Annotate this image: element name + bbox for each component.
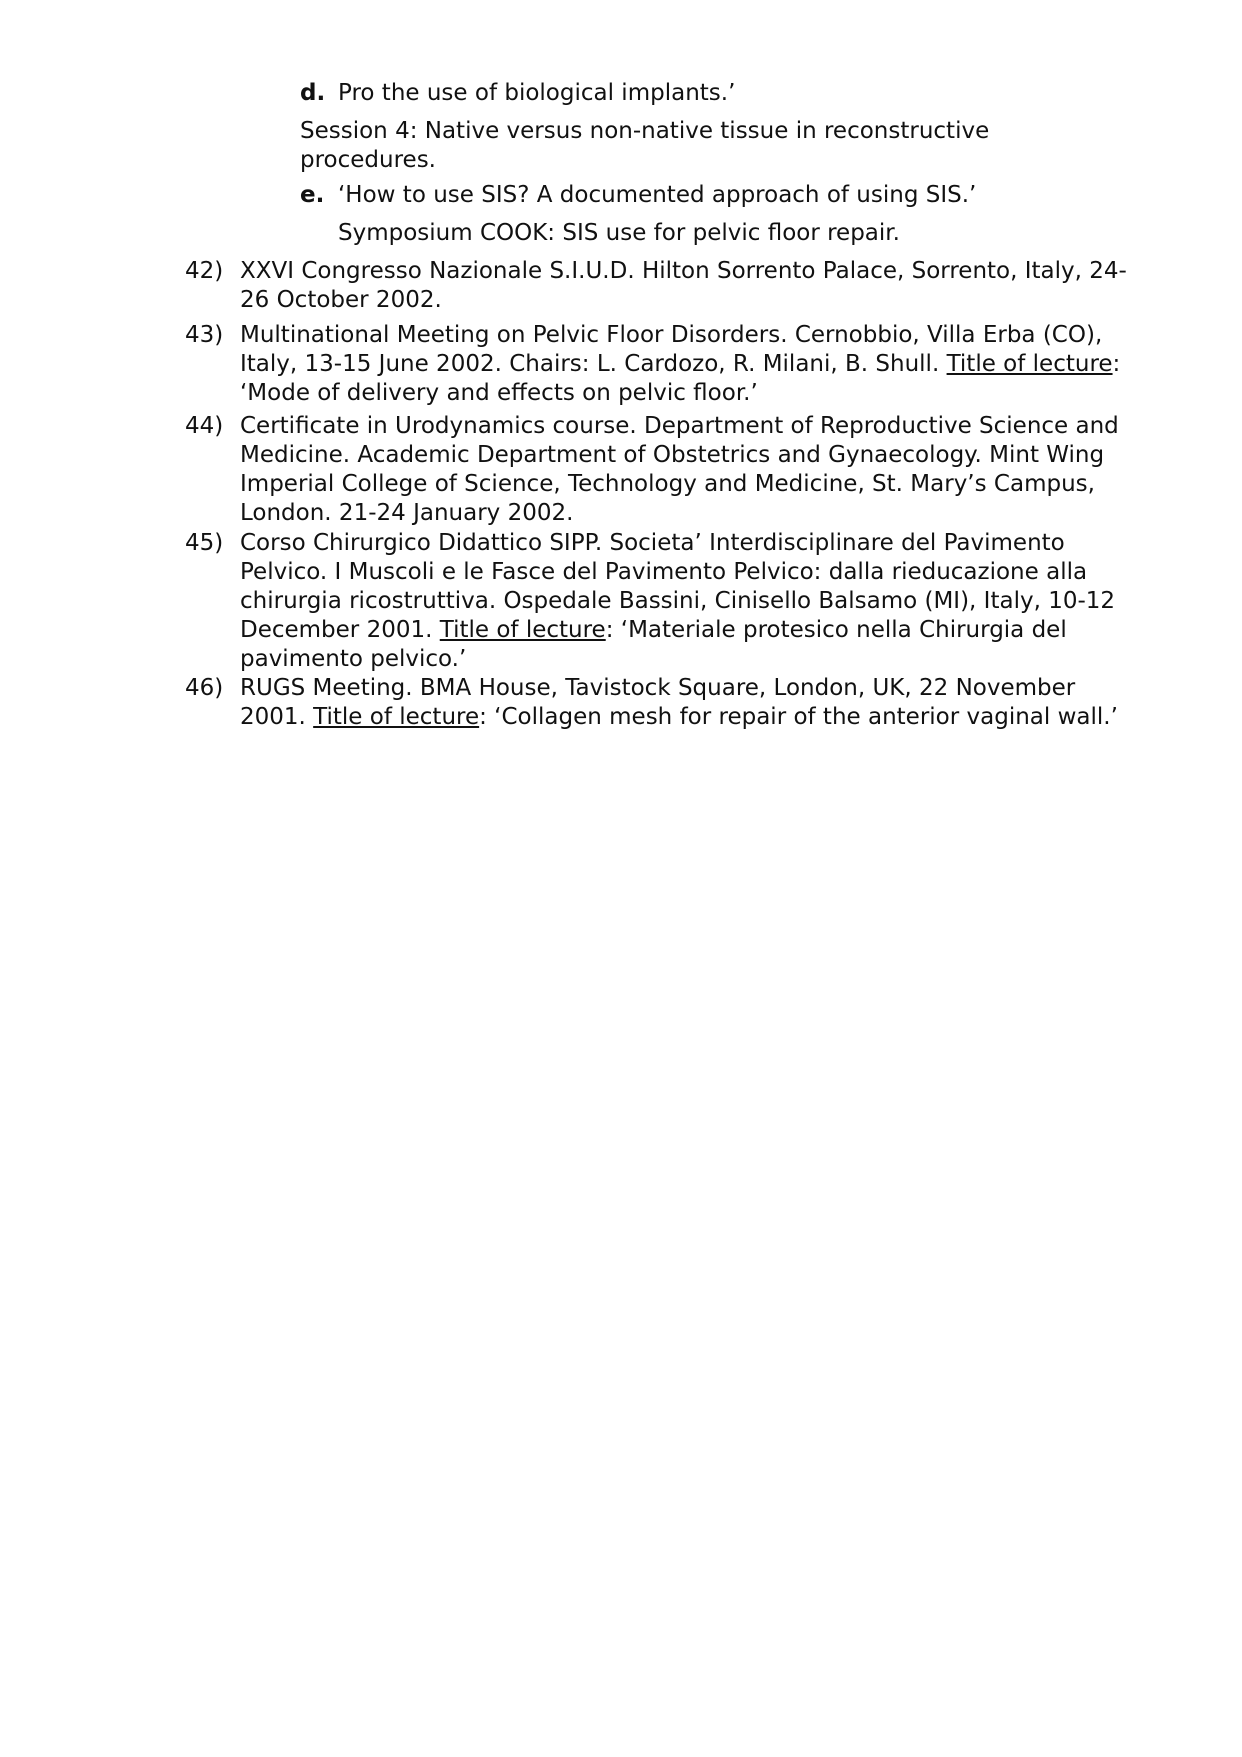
lecture-title: : ‘Materiale protesico nella Chirurgia del pavimento pelvico.’ <box>240 617 1067 672</box>
entry-44 <box>185 412 1135 528</box>
entry-text: Certificate in Urodynamics course. Department of Reproductive Science and Medicine. Academic Department of Obstetrics and Gynaecology. Mint Wing Imperial College of Science, Technology and Medicine, St. Mary’s Campus, London. 21-24 January 2002. <box>240 413 1119 526</box>
entry-number: 42) <box>185 258 224 284</box>
entry-number: 45) <box>185 530 224 556</box>
entry-45 <box>185 529 1135 674</box>
entry-text <box>240 529 1135 674</box>
entry-body: Corso Chirurgico Didattico SIPP. Societa’ Interdisciplinare del Pavimento Pelvico. I Muscoli e le Fasce del Pavimento Pelvico: dalla rieducazione alla chirurgia ricostruttiva. Ospedale Bassini, Cinisello Balsamo (MI), Italy, 10-12 December 2001. <box>240 530 1116 643</box>
entry-46 <box>185 674 1135 732</box>
entry-43 <box>185 321 1135 408</box>
entry-number: 46) <box>185 675 224 701</box>
sub-item-marker: d. <box>300 80 326 106</box>
sub-item-e <box>300 181 1120 210</box>
entry-text <box>240 674 1135 732</box>
entry-text <box>240 321 1135 408</box>
session-4-heading: Session 4: Native versus non-native tissue in reconstructive procedures. <box>300 118 990 173</box>
entry-number: 44) <box>185 413 224 439</box>
sub-item-d <box>300 79 1120 108</box>
sub-item-text: ‘How to use SIS? A documented approach of using SIS.’ <box>338 182 977 208</box>
lecture-title: : ‘Collagen mesh for repair of the anterior vaginal wall.’ <box>479 704 1118 730</box>
title-of-lecture-label: Title of lecture <box>313 704 480 730</box>
entry-42 <box>185 257 1135 315</box>
sub-item-text: Pro the use of biological implants.’ <box>338 80 736 106</box>
sub-item-marker: e. <box>300 182 325 208</box>
lecture-title: : ‘Mode of delivery and effects on pelvic floor.’ <box>240 351 1121 406</box>
entry-text: XXVI Congresso Nazionale S.I.U.D. Hilton Sorrento Palace, Sorrento, Italy, 24-26 October 2002. <box>240 258 1127 313</box>
entry-body: Multinational Meeting on Pelvic Floor Disorders. Cernobbio, Villa Erba (CO), Italy, 13-15 June 2002. Chairs: L. Cardozo, R. Milani, B. Shull. <box>240 322 1103 377</box>
title-of-lecture-label: Title of lecture <box>946 351 1113 377</box>
entry-body: RUGS Meeting. BMA House, Tavistock Square, London, UK, 22 November 2001. <box>240 675 1076 730</box>
symposium-line: Symposium COOK: SIS use for pelvic floor repair. <box>338 220 900 246</box>
title-of-lecture-label: Title of lecture <box>439 617 606 643</box>
entry-number: 43) <box>185 322 224 348</box>
